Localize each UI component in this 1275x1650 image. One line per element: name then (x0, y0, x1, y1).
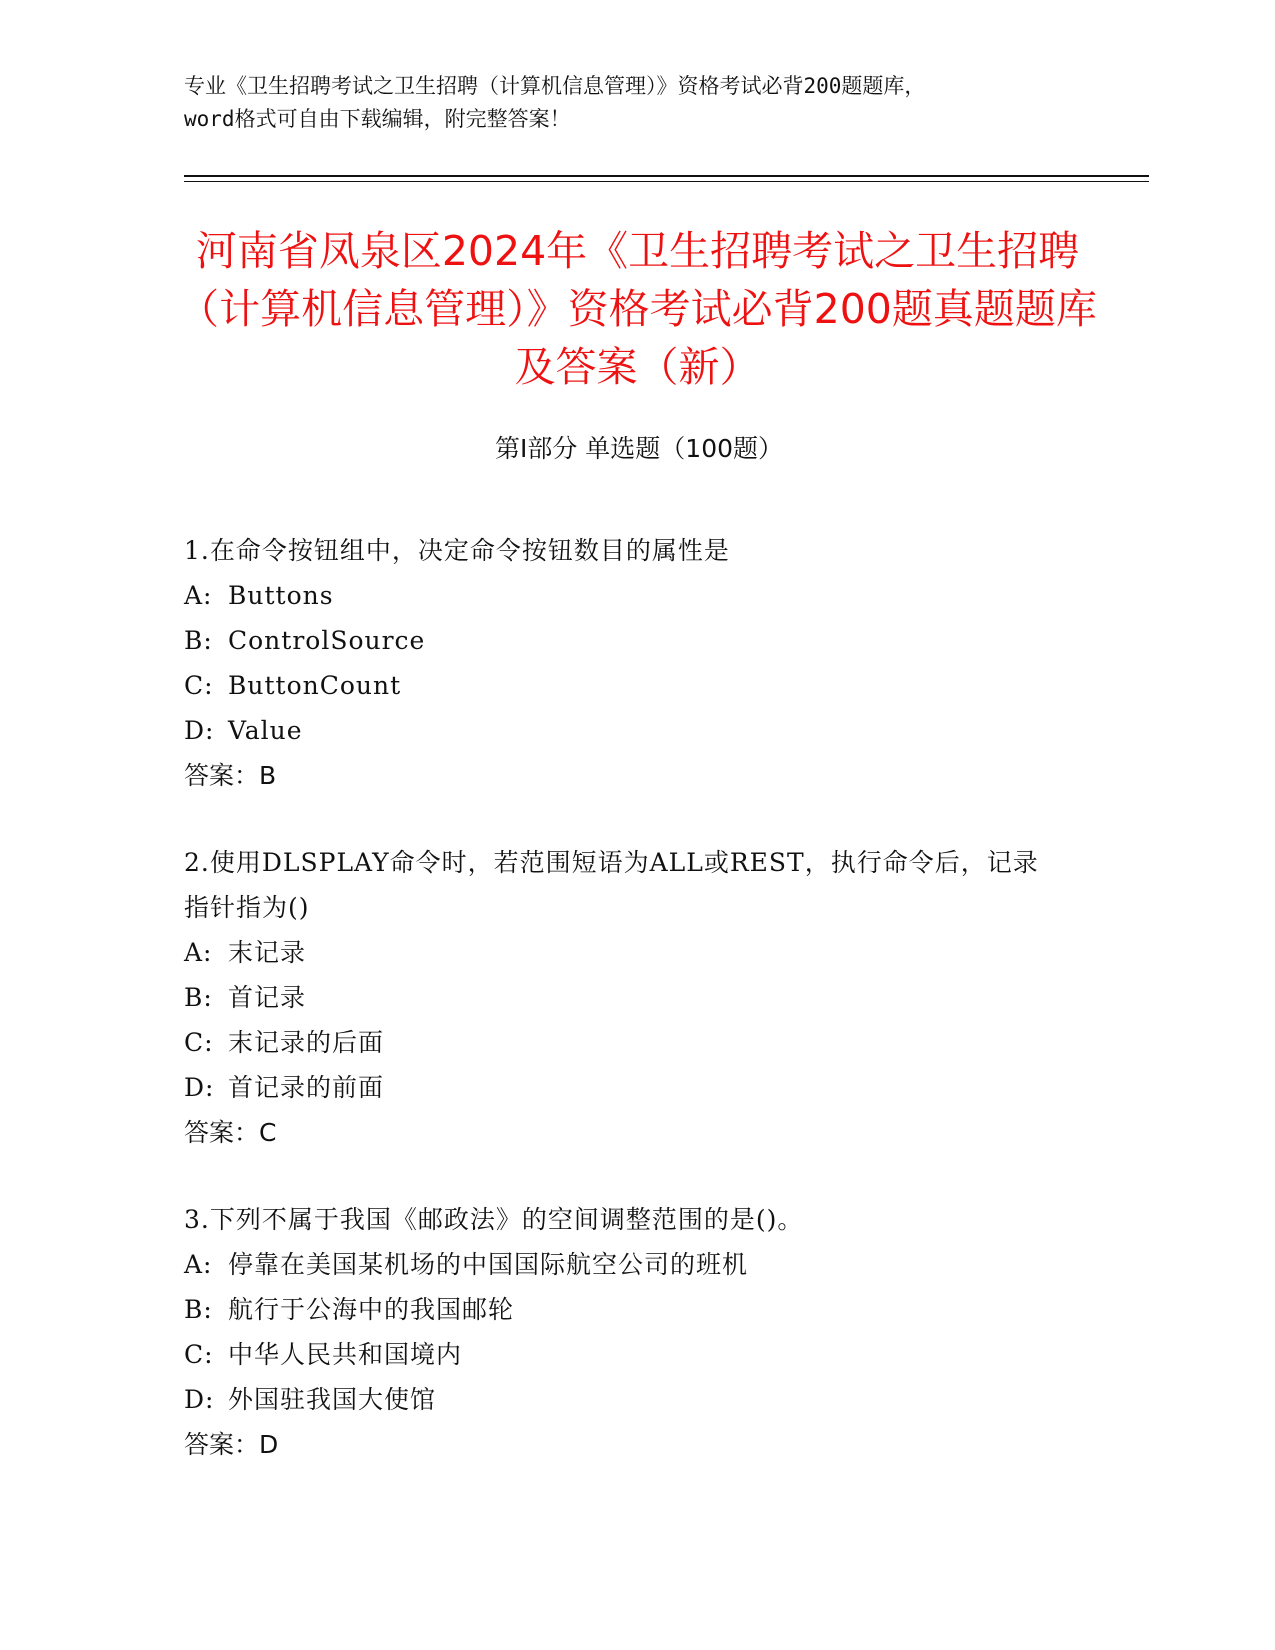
option-b (184, 975, 1064, 1020)
answer-line: 答案：D (184, 1430, 279, 1459)
option-c (184, 1020, 1064, 1065)
option-text: 停靠在美国某机场的中国国际航空公司的班机 (228, 1250, 749, 1279)
section-title: 第Ⅰ部分 单选题（100题） (494, 434, 784, 463)
option-letter: D: (184, 1385, 215, 1414)
option-text: 首记录 (228, 983, 307, 1012)
option-text: 首记录的前面 (228, 1073, 385, 1102)
answer-line: 答案：C (184, 1118, 277, 1147)
question-list (184, 528, 1064, 1509)
option-letter: B: (184, 626, 213, 655)
option-letter: B: (184, 983, 213, 1012)
question-stem: 3.下列不属于我国《邮政法》的空间调整范围的是()。 (184, 1205, 804, 1234)
option-letter: A: (184, 1250, 213, 1279)
option-b (184, 618, 1064, 663)
question-2 (184, 840, 1064, 1155)
option-text: Value (228, 716, 303, 745)
option-b (184, 1287, 1064, 1332)
option-c (184, 1332, 1064, 1377)
option-a (184, 573, 1064, 618)
question-stem: 1.在命令按钮组中，决定命令按钮数目的属性是 (184, 536, 730, 565)
header-rule-thick (184, 175, 1149, 177)
option-text: 末记录 (228, 938, 307, 967)
header-rule-thin (184, 181, 1149, 182)
option-a (184, 930, 1064, 975)
option-c (184, 663, 1064, 708)
option-d (184, 708, 1064, 753)
header-note-line-1: 专业《卫生招聘考试之卫生招聘（计算机信息管理）》资格考试必背200题题库， (184, 74, 926, 98)
option-text: Buttons (228, 581, 334, 610)
question-1 (184, 528, 1064, 798)
option-letter: A: (184, 581, 213, 610)
option-text: ControlSource (228, 626, 426, 655)
option-letter: A: (184, 938, 213, 967)
header-note (184, 70, 1084, 136)
option-text: 中华人民共和国境内 (228, 1340, 463, 1369)
option-text: 末记录的后面 (228, 1028, 385, 1057)
question-3 (184, 1197, 1064, 1467)
option-a (184, 1242, 1064, 1287)
answer-line: 答案：B (184, 761, 277, 790)
option-text: ButtonCount (228, 671, 402, 700)
option-d (184, 1065, 1064, 1110)
option-letter: D: (184, 716, 215, 745)
option-letter: C: (184, 1340, 214, 1369)
option-letter: B: (184, 1295, 213, 1324)
option-letter: D: (184, 1073, 215, 1102)
option-text: 航行于公海中的我国邮轮 (228, 1295, 515, 1324)
document-title: 河南省凤泉区2024年《卫生招聘考试之卫生招聘（计算机信息管理）》资格考试必背200题真题题库及答案（新） (178, 227, 1097, 391)
question-stem: 2.使用DLSPLAY命令时，若范围短语为ALL或REST，执行命令后，记录指针指为() (184, 848, 1039, 922)
option-letter: C: (184, 1028, 214, 1057)
option-letter: C: (184, 671, 214, 700)
header-note-line-2: word格式可自由下载编辑，附完整答案！ (184, 107, 571, 131)
option-text: 外国驻我国大使馆 (228, 1385, 437, 1414)
option-d (184, 1377, 1064, 1422)
